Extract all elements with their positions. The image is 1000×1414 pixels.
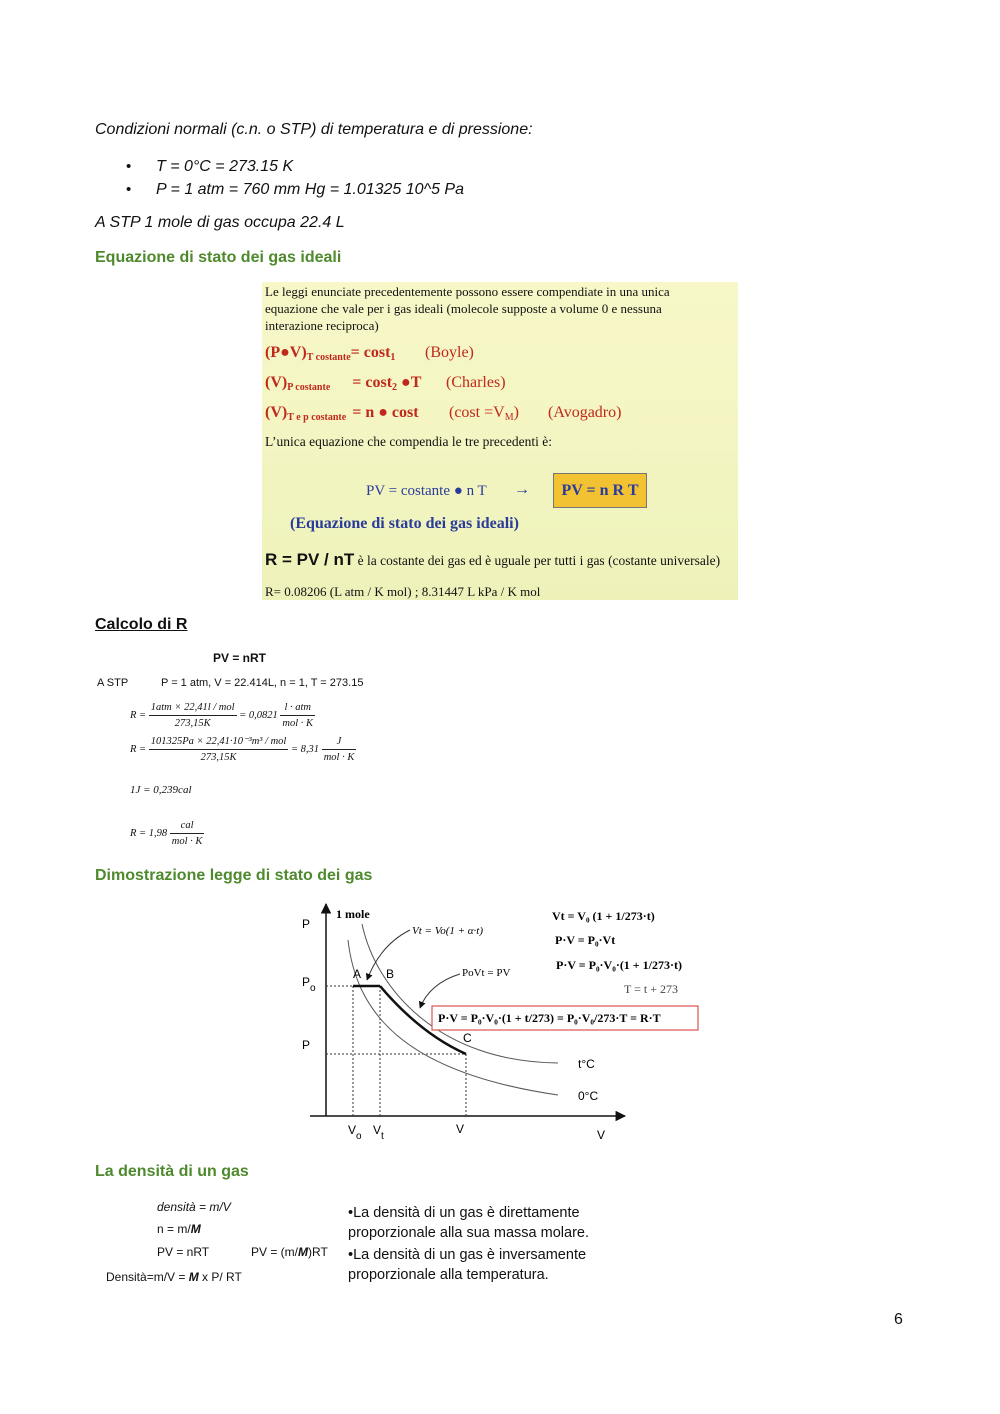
eq3-r: R = 1,98 (130, 827, 168, 839)
eq1-unit-num: l · atm (280, 700, 315, 716)
gas-law-diagram (290, 900, 710, 1150)
moles-def-text: n = m/ (157, 1222, 191, 1236)
point-b: B (386, 967, 395, 981)
isotherm-tc (362, 924, 558, 1063)
slide-intro-3: interazione reciproca) (265, 318, 379, 333)
axis-v-label: V (597, 1128, 606, 1142)
r-equation-1 (130, 700, 315, 731)
vo-label: $V_o$ (348, 1123, 362, 1142)
stp-intro: Condizioni normali (c.n. o STP) di temperatura e di pressione: (95, 121, 533, 138)
r-values: R= 0.08206 (L atm / K mol) ; 8.31447 L kPa / K mol (265, 584, 541, 599)
avogadro-left: (V) (265, 404, 288, 421)
eq1-result: = 0,0821 (239, 709, 278, 721)
eq2-unit-num: J (322, 734, 357, 750)
boyle-law (265, 344, 395, 363)
heading-dimostrazione: Dimostrazione legge di stato dei gas (95, 867, 373, 884)
avogadro-cost-close: ) (513, 404, 519, 421)
boxed-formula: P·V = P₀·V₀·(1 + t/273) = P₀·V₀/273·T = R·T (438, 1011, 661, 1025)
point-c: C (463, 1031, 472, 1045)
mass-eq-b: )RT (308, 1245, 328, 1259)
density-note-2-line-1: •La densità di un gas è inversamente (348, 1247, 587, 1263)
mole-volume-text: A STP 1 mole di gas occupa 22.4 L (95, 214, 345, 231)
rule-3: P·V = P₀·V₀·(1 + 1/273·t) (556, 958, 682, 972)
vt-formula: Vt = Vo(1 + α·t) (412, 925, 484, 937)
heading-densita: La densità di un gas (95, 1163, 249, 1180)
eq2-r: R = (130, 743, 147, 755)
density-formula (106, 1270, 242, 1284)
eq2-result: = 8,31 (290, 743, 320, 755)
axis-p-label: P (302, 917, 311, 931)
charles-equals: = cost (352, 374, 393, 391)
charles-t: ●T (397, 374, 422, 391)
r-description: è la costante dei gas ed è uguale per tutti i gas (costante universale) (354, 553, 721, 568)
charles-index: 2 (392, 382, 398, 393)
density-note-1-line-2: proporzionale alla sua massa molare. (348, 1225, 589, 1241)
page-number: 6 (894, 1311, 903, 1328)
r-equation-2 (130, 734, 356, 765)
zero-c-label: 0°C (578, 1089, 599, 1103)
ideal-gas-slide (262, 282, 738, 600)
avogadro-equals: = n ● cost (352, 404, 419, 421)
charles-left: (V) (265, 374, 288, 391)
molar-mass-symbol: M (190, 1222, 201, 1236)
density-note-1-line-1: •La densità di un gas è direttamente (348, 1205, 580, 1221)
eq1-numerator: 1atm × 22,41l / mol (149, 700, 237, 716)
r-definition (265, 550, 720, 570)
density-def: densità = m/V (157, 1200, 231, 1214)
povt-formula: PoVt = PV (462, 967, 511, 979)
avogadro-cost-text: (cost =V (449, 404, 505, 421)
eq1-r: R = (130, 709, 147, 721)
density-formula-m: M (188, 1270, 199, 1284)
avogadro-name: (Avogadro) (548, 404, 622, 421)
heading-calcolo-r: Calcolo di R (95, 616, 188, 633)
charles-law (265, 374, 421, 393)
density-formula-b: x P/ RT (198, 1270, 242, 1284)
pv-costante: PV = costante ● n T (366, 483, 487, 499)
ideal-gas-eq: PV = nRT (157, 1245, 210, 1259)
boyle-left: (P●V) (265, 344, 307, 361)
po-label: $P_o$ (302, 975, 316, 994)
mass-eq-m: M (298, 1245, 309, 1259)
r-equation-3 (130, 818, 204, 849)
charles-subscript: P costante (287, 382, 331, 393)
avogadro-subscript: T e p costante (287, 412, 347, 423)
one-mole-label: 1 mole (336, 907, 370, 921)
density-note-2 (348, 1245, 586, 1285)
eq3-unit-den: mol · K (171, 836, 203, 847)
vt-label: $V_t$ (373, 1123, 384, 1142)
rule-1: Vt = V₀ (1 + 1/273·t) (552, 909, 655, 923)
eq2-numerator: 101325Pa × 22,41·10⁻³m³ / mol (149, 734, 289, 750)
eq1-denominator: 273,15K (174, 718, 211, 729)
boyle-name: (Boyle) (425, 344, 474, 361)
equation-name: (Equazione di stato dei gas ideali) (290, 515, 519, 532)
slide-intro-1: Le leggi enunciate precedentemente possono essere compendiate in una unica (265, 284, 670, 299)
r-formula: R = PV / nT (265, 550, 355, 569)
point-a: A (353, 967, 362, 981)
pv-nrt-title: PV = nRT (213, 651, 267, 665)
moles-def (157, 1222, 201, 1236)
eq2-unit-den: mol · K (323, 752, 355, 763)
boyle-index: 1 (390, 352, 396, 363)
mass-eq-a: PV = (m/ (251, 1245, 299, 1259)
v-label: V (456, 1122, 465, 1136)
stp-label: A STP (97, 677, 129, 689)
stp-values: P = 1 atm, V = 22.414L, n = 1, T = 273.15 (161, 677, 364, 689)
bullet-temperature: • T = 0°C = 273.15 K (125, 155, 464, 178)
eq1-unit-den: mol · K (282, 718, 314, 729)
implies-arrow: → (514, 481, 530, 498)
density-note-1 (348, 1203, 589, 1243)
rule-4: T = t + 273 (624, 982, 678, 996)
pv-arrow (420, 974, 460, 1008)
unica-equazione: L’unica equazione che compendia le tre precedenti è: (265, 434, 552, 449)
tc-label: t°C (578, 1057, 595, 1071)
boyle-subscript: T costante (306, 352, 351, 363)
p-label: P (302, 1038, 311, 1052)
avogadro-cost (449, 404, 519, 423)
eq3-unit-num: cal (170, 818, 205, 834)
avogadro-cost-sub: M (504, 412, 514, 423)
joule-conversion: 1J = 0,239cal (130, 784, 192, 796)
boyle-equals: = cost (350, 344, 391, 361)
density-formula-a: Densità=m/V = (106, 1270, 189, 1284)
charles-name: (Charles) (446, 374, 506, 391)
eq2-denominator: 273,15K (200, 752, 237, 763)
bullet-pressure: • P = 1 atm = 760 mm Hg = 1.01325 10^5 Pa (125, 178, 464, 201)
ideal-gas-eq-mass (251, 1245, 328, 1259)
pv-nrt-box: PV = n R T (553, 473, 647, 508)
slide-intro-2: equazione che vale per i gas ideali (molecole supposte a volume 0 e nessuna (265, 301, 662, 316)
avogadro-law (265, 404, 419, 423)
stp-bullets (125, 155, 464, 201)
heading-ideal-gas: Equazione di stato dei gas ideali (95, 249, 342, 266)
rule-2: P·V = P₀·Vt (555, 933, 616, 947)
density-note-2-line-2: proporzionale alla temperatura. (348, 1267, 549, 1283)
